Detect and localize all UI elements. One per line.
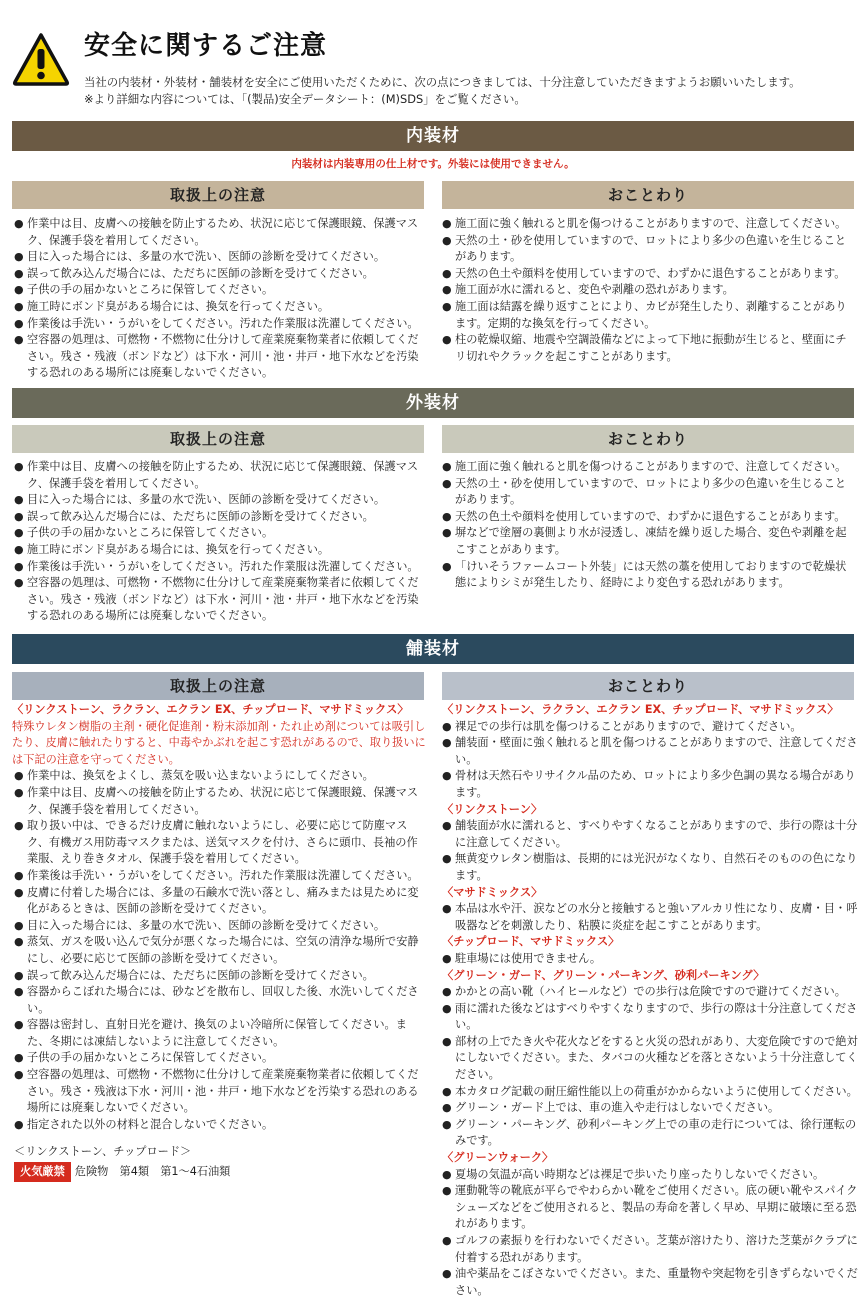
paving-notice-body [442,702,858,1299]
list-item: ● 誤って飲み込んだ場合には、ただちに医師の診断を受けてください。 [14,266,426,283]
notice-group-list [442,951,858,968]
list-item: ● 裸足での歩行は肌を傷つけることがありますので、避けてください。 [442,719,858,736]
interior-handling-list [14,216,426,382]
list-item: ● 作業後は手洗い・うがいをしてください。汚れた作業服は洗濯してください。 [14,559,426,576]
fire-hazard-class: 危険物 第4類 第1〜4石油類 [74,1165,231,1178]
list-item: ● ゴルフの素振りを行わないでください。芝葉が溶けたり、溶けた芝葉がクラブに付着する恐れがあります。 [442,1233,858,1266]
list-item: ● 塀などで塗層の裏側より水が浸透し、凍結を繰り返した場合、変色や剥離を起こすことがあります。 [442,525,856,558]
list-item: ● 天然の土・砂を使用していますので、ロットにより多少の色違いを生じることがあります。 [442,233,856,266]
list-item: ● 子供の手の届かないところに保管してください。 [14,1050,426,1067]
list-item: ● 雨に濡れた後などはすべりやすくなりますので、歩行の際は十分注意してください。 [442,1001,858,1034]
paving-handling-head: 取扱上の注意 [12,672,424,700]
list-item: ● 駐車場には使用できません。 [442,951,858,968]
list-item: ● 作業中は目、皮膚への接触を防止するため、状況に応じて保護眼鏡、保護マスク、保護手袋を着用してください。 [14,459,426,492]
exterior-handling-list [14,459,426,625]
list-item: ● 空容器の処理は、可燃物・不燃物に仕分けして産業廃棄物業者に依頼してください。残さ・残液は下水・河川・池・井戸・地下水などを汚染する恐れのある場所には廃棄しないでください。 [14,1067,426,1117]
paving-section-bar: 舗装材 [12,634,854,664]
list-item: ● 子供の手の届かないところに保管してください。 [14,282,426,299]
list-item: ● 空容器の処理は、可燃物・不燃物に仕分けして産業廃棄物業者に依頼してください。残さ・残液（ボンドなど）は下水・河川・池・井戸・地下水などを汚染する恐れのある場所には廃棄しないでください。 [14,332,426,382]
paving-handling-body [12,702,426,1133]
exterior-section-bar: 外装材 [12,388,854,418]
list-item: ● 施工面に強く触れると肌を傷つけることがありますので、注意してください。 [442,459,856,476]
intro-text [84,74,800,108]
fire-warning [14,1145,231,1182]
notice-group-subhead: 〈リンクストーン、ラクラン、エクラン EX、チップロード、マサドミックス〉 [442,703,839,716]
notice-group-subhead: 〈チップロード、マサドミックス〉 [442,935,620,949]
list-item: ● 夏場の気温が高い時期などは裸足で歩いたり座ったりしないでください。 [442,1167,858,1184]
list-item: ● 目に入った場合には、多量の水で洗い、医師の診断を受けてください。 [14,492,426,509]
intro-line-1: 当社の内装材・外装材・舗装材を安全にご使用いただくために、次の点につきましては、十分注意していただきますようお願いいたします。 [84,75,801,89]
list-item: ● 子供の手の届かないところに保管してください。 [14,525,426,542]
exterior-notice-head: おことわり [442,425,854,453]
notice-group-subhead: 〈マサドミックス〉 [442,885,543,899]
list-item: ● 柱の乾燥収縮、地震や空調設備などによって下地に振動が生じると、壁面にチリ切れやクラックを起こすことがあります。 [442,332,856,365]
list-item: ● 空容器の処理は、可燃物・不燃物に仕分けして産業廃棄物業者に依頼してください。残さ・残液（ボンドなど）は下水・河川・池・井戸・地下水などを汚染する恐れのある場所には廃棄しないでください。 [14,575,426,625]
list-item: ● 天然の色土や顔料を使用していますので、わずかに退色することがあります。 [442,509,856,526]
exterior-notice-list [442,459,856,592]
list-item: ● 舗装面が水に濡れると、すべりやすくなることがありますので、歩行の際は十分に注意してください。 [442,818,858,851]
list-item: ● 舗装面・壁面に強く触れると肌を傷つけることがありますので、注意してください。 [442,735,858,768]
paving-handling-subhead: 〈リンクストーン、ラクラン、エクラン EX、チップロード、マサドミックス〉 [12,703,409,716]
list-item: ● 無黄変ウレタン樹脂は、長期的には光沢がなくなり、自然石そのものの色になります。 [442,851,858,884]
list-item: ● 本品は水や汗、涙などの水分と接触すると強いアルカリ性になり、皮膚・目・呼吸器などを刺激したり、粘膜に炎症を起こすことがあります。 [442,901,858,934]
list-item: ● 取り扱い中は、できるだけ皮膚に触れないようにし、必要に応じて防塵マスク、有機ガス用防毒マスクまたは、送気マスクを付け、さらに頭巾、長袖の作業服、えり巻きタオル、保護手袋を着用してください。 [14,818,426,868]
interior-notice-list [442,216,856,365]
list-item: ● 作業中は目、皮膚への接触を防止するため、状況に応じて保護眼鏡、保護マスク、保護手袋を着用してください。 [14,785,426,818]
notice-group-subhead: 〈グリーン・ガード、グリーン・パーキング、砂利パーキング〉 [442,968,765,982]
interior-notice-head: おことわり [442,181,854,209]
exterior-handling-head: 取扱上の注意 [12,425,424,453]
list-item: ● 皮膚に付着した場合には、多量の石鹸水で洗い落とし、痛みまたは見ために変化があるときは、医師の診断を受けてください。 [14,885,426,918]
notice-group-list [442,984,858,1150]
notice-group-list [442,1167,858,1299]
list-item: ● 施工面に強く触れると肌を傷つけることがありますので、注意してください。 [442,216,856,233]
interior-notice-body [442,216,856,365]
list-item: ● 容器は密封し、直射日光を避け、換気のよい冷暗所に保管してください。また、冬期には凍結しないように注意してください。 [14,1017,426,1050]
paving-handling-list [14,768,426,1133]
notice-group-list [442,719,858,802]
page-header [0,0,863,120]
list-item: ● 誤って飲み込んだ場合には、ただちに医師の診断を受けてください。 [14,509,426,526]
warning-icon [12,32,70,86]
list-item: ● 「けいそうファームコート外装」には天然の藁を使用しておりますので乾燥状態によりシミが発生したり、経時により変色する恐れがあります。 [442,559,856,592]
list-item: ● 運動靴等の靴底が平らでやわらかい靴をご使用ください。底の硬い靴やスパイクシューズなどをご使用されると、製品の寿命を著しく早め、早期に破壊に至る恐れがあります。 [442,1183,858,1233]
list-item: ● 目に入った場合には、多量の水で洗い、医師の診断を受けてください。 [14,249,426,266]
list-item: ● 施工面は結露を繰り返すことにより、カビが発生したり、剥離することがあります。定期的な換気を行ってください。 [442,299,856,332]
interior-handling-head: 取扱上の注意 [12,181,424,209]
list-item: ● 天然の土・砂を使用していますので、ロットにより多少の色違いを生じることがあります。 [442,476,856,509]
paving-notice-head: おことわり [442,672,854,700]
notice-group-subhead: 〈グリーンウォーク〉 [442,1151,554,1165]
page-title: 安全に関するご注意 [84,31,328,61]
list-item: ● 蒸気、ガスを吸い込んで気分が悪くなった場合には、空気の清浄な場所で安静にし、必要に応じて医師の診断を受けてください。 [14,934,426,967]
exterior-handling-body [14,459,426,625]
notice-group-list [442,901,858,934]
list-item: ● 作業中は、換気をよくし、蒸気を吸い込まないようにしてください。 [14,768,426,785]
list-item: ● 作業後は手洗い・うがいをしてください。汚れた作業服は洗濯してください。 [14,316,426,333]
list-item: ● 施工時にボンド臭がある場合には、換気を行ってください。 [14,299,426,316]
list-item: ● 容器からこぼれた場合には、砂などを散布し、回収した後、水洗いしてください。 [14,984,426,1017]
fire-caption: ＜リンクストーン、チップロード＞ [14,1145,192,1158]
list-item: ● 天然の色土や顔料を使用していますので、わずかに退色することがあります。 [442,266,856,283]
list-item: ● 作業後は手洗い・うがいをしてください。汚れた作業服は洗濯してください。 [14,868,426,885]
list-item: ● グリーン・ガード上では、車の進入や走行はしないでください。 [442,1100,858,1117]
exterior-notice-body [442,459,856,592]
list-item: ● グリーン・パーキング、砂利パーキング上での車の走行については、徐行運転のみです。 [442,1117,858,1150]
list-item: ● 誤って飲み込んだ場合には、ただちに医師の診断を受けてください。 [14,968,426,985]
interior-section-bar: 内装材 [12,121,854,151]
list-item: ● 油や薬品をこぼさないでください。また、重量物や突起物を引きずらないでください。 [442,1266,858,1299]
list-item: ● 施工時にボンド臭がある場合には、換気を行ってください。 [14,542,426,559]
list-item: ● 部材の上でたき火や花火などをすると火災の恐れがあり、大変危険ですので絶対にしないでください。また、タバコの火種などを落とさないよう十分注意してください。 [442,1034,858,1084]
paving-handling-red-note: 特殊ウレタン樹脂の主剤・硬化促進剤・粉末添加剤・たれ止め剤については吸引したり、皮膚に触れたりすると、中毒やかぶれを起こす恐れがあるので、取り扱いには下記の注意を守ってください。 [12,719,426,766]
intro-line-2: ※より詳細な内容については、「(製品)安全データシート：(M)SDS」をご覧ください。 [84,92,526,106]
list-item: ● かかとの高い靴（ハイヒールなど）での歩行は危険ですので避けてください。 [442,984,858,1001]
notice-group-subhead: 〈リンクストーン〉 [442,802,543,816]
paving-notice-groups [442,702,858,1299]
notice-group-list [442,818,858,884]
list-item: ● 指定された以外の材料と混合しないでください。 [14,1117,426,1134]
list-item: ● 目に入った場合には、多量の水で洗い、医師の診断を受けてください。 [14,918,426,935]
fire-badge: 火気厳禁 [14,1162,71,1182]
list-item: ● 施工面が水に濡れると、変色や剥離の恐れがあります。 [442,282,856,299]
interior-handling-body [14,216,426,382]
list-item: ● 本カタログ記載の耐圧縮性能以上の荷重がかからないように使用してください。 [442,1084,858,1101]
list-item: ● 骨材は天然石やリサイクル品のため、ロットにより多少色調の異なる場合があります。 [442,768,858,801]
interior-note: 内装材は内装専用の仕上材です。外装には使用できません。 [291,158,575,170]
list-item: ● 作業中は目、皮膚への接触を防止するため、状況に応じて保護眼鏡、保護マスク、保護手袋を着用してください。 [14,216,426,249]
